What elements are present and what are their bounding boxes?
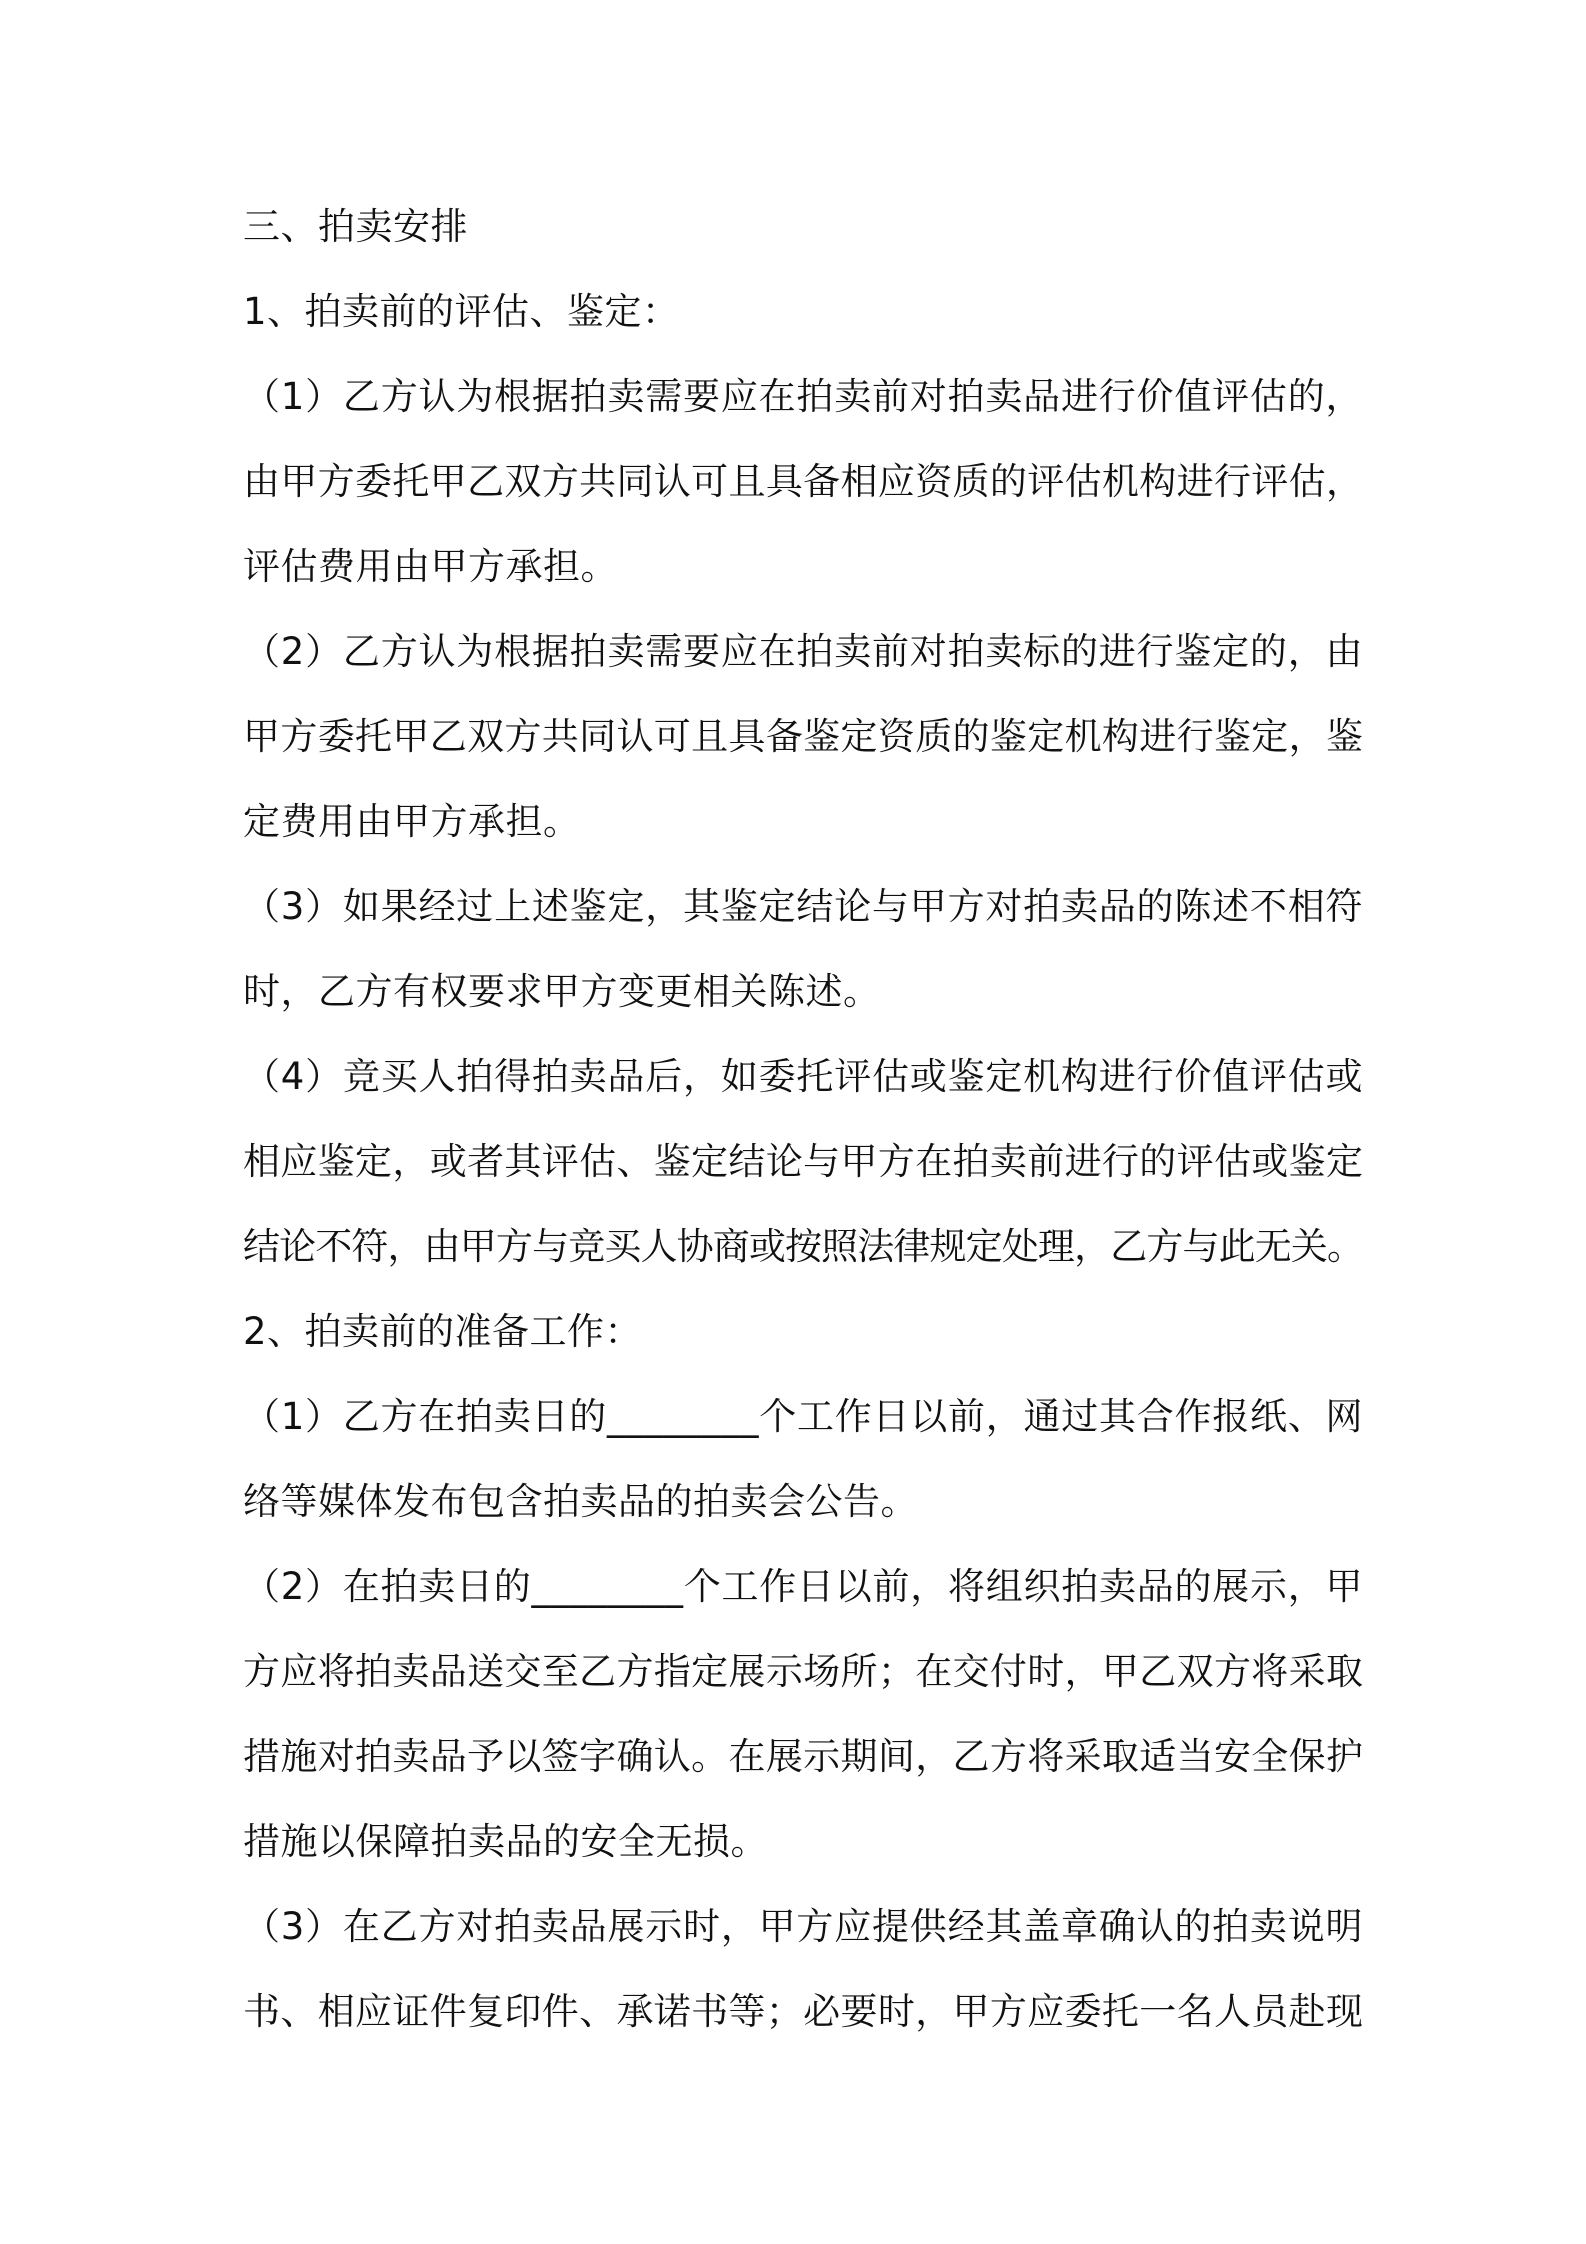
paragraph-line: 由甲方委托甲乙双方共同认可且具备相应资质的评估机构进行评估， xyxy=(243,460,1363,503)
paragraph-line: 书、相应证件复印件、承诺书等；必要时，甲方应委托一名人员赴现 xyxy=(243,1990,1363,2033)
paragraph-line: （3）如果经过上述鉴定，其鉴定结论与甲方对拍卖品的陈述不相符 xyxy=(243,885,1363,928)
paragraph-line: （4）竞买人拍得拍卖品后，如委托评估或鉴定机构进行价值评估或 xyxy=(243,1055,1363,1098)
paragraph-line: 相应鉴定，或者其评估、鉴定结论与甲方在拍卖前进行的评估或鉴定 xyxy=(243,1140,1363,1183)
paragraph-line: 措施对拍卖品予以签字确认。在展示期间，乙方将采取适当安全保护 xyxy=(243,1735,1363,1778)
subsection-heading: 2、拍卖前的准备工作： xyxy=(243,1310,643,1353)
paragraph-line: 定费用由甲方承担。 xyxy=(243,800,581,843)
paragraph-line: 评估费用由甲方承担。 xyxy=(243,545,618,588)
paragraph-line: （1）乙方认为根据拍卖需要应在拍卖前对拍卖品进行价值评估的， xyxy=(243,375,1363,418)
paragraph-line: 络等媒体发布包含拍卖品的拍卖会公告。 xyxy=(243,1480,918,1523)
section-heading: 三、拍卖安排 xyxy=(243,205,468,248)
subsection-heading: 1、拍卖前的评估、鉴定： xyxy=(243,290,680,333)
paragraph-line: 措施以保障拍卖品的安全无损。 xyxy=(243,1820,768,1863)
paragraph-line: （2）乙方认为根据拍卖需要应在拍卖前对拍卖标的进行鉴定的，由 xyxy=(243,630,1363,673)
paragraph-line: 甲方委托甲乙双方共同认可且具备鉴定资质的鉴定机构进行鉴定，鉴 xyxy=(243,715,1363,758)
paragraph-line: （1）乙方在拍卖日的________个工作日以前，通过其合作报纸、网 xyxy=(243,1395,1363,1438)
paragraph-line: 结论不符，由甲方与竞买人协商或按照法律规定处理，乙方与此无关。 xyxy=(243,1225,1363,1268)
paragraph-line: （3）在乙方对拍卖品展示时，甲方应提供经其盖章确认的拍卖说明 xyxy=(243,1905,1363,1948)
paragraph-line: 方应将拍卖品送交至乙方指定展示场所；在交付时，甲乙双方将采取 xyxy=(243,1650,1363,1693)
paragraph-line: （2）在拍卖日的________个工作日以前，将组织拍卖品的展示，甲 xyxy=(243,1565,1363,1608)
paragraph-line: 时，乙方有权要求甲方变更相关陈述。 xyxy=(243,970,881,1013)
